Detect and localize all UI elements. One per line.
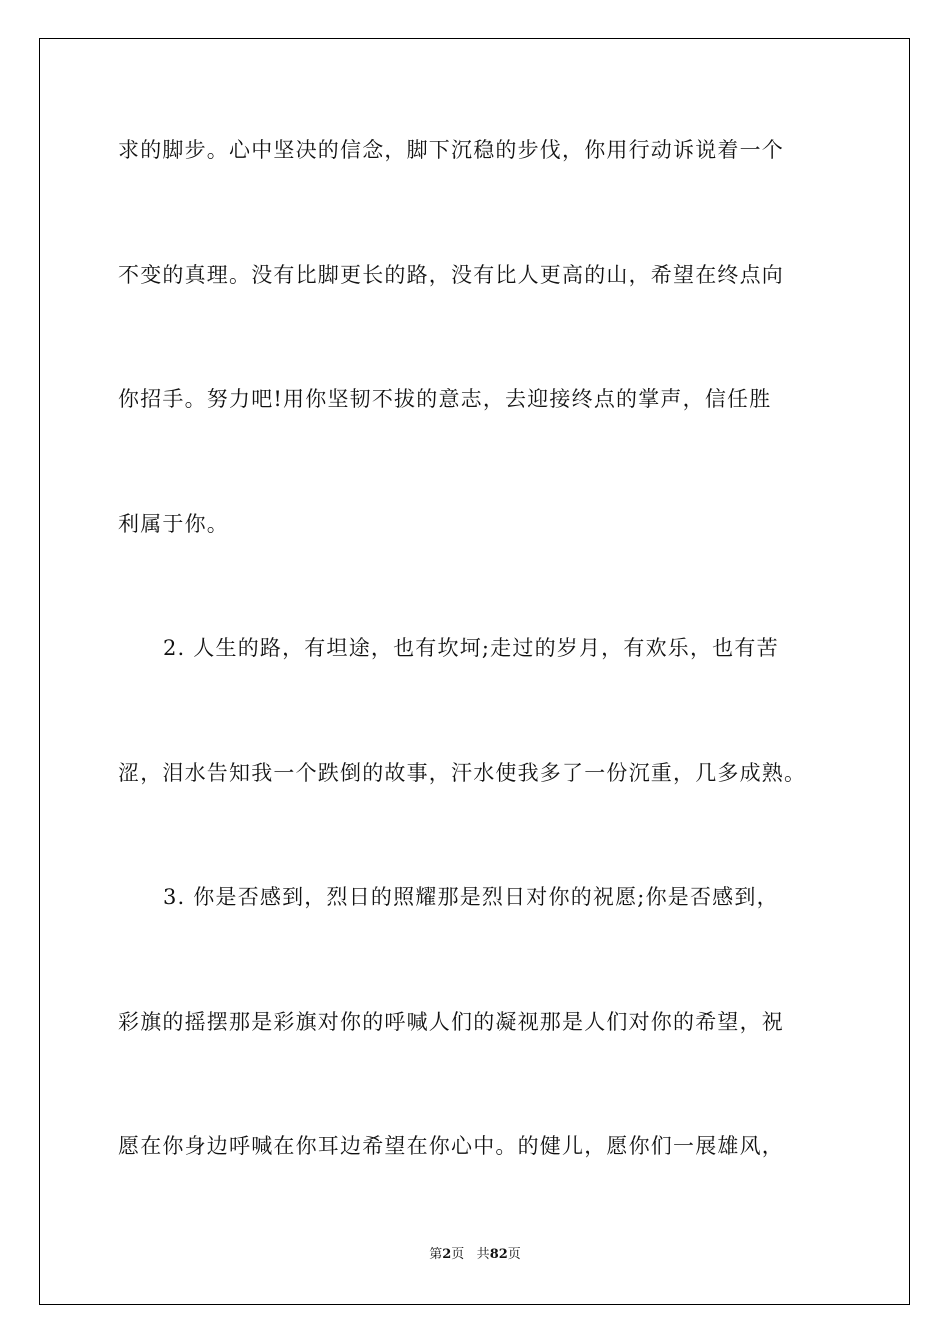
text-line-6: 涩，泪水告知我一个跌倒的故事，汗水使我多了一份沉重，几多成熟。 [118,761,807,785]
text-line-7: 3. 你是否感到，烈日的照耀那是烈日对你的祝愿;你是否感到， [163,885,779,909]
page-prefix: 第 [429,1247,443,1262]
text-line-8: 彩旗的摇摆那是彩旗对你的呼喊人们的凝视那是人们对你的希望，祝 [118,1010,784,1034]
total-pages: 82 [489,1247,508,1262]
text-line-4: 利属于你。 [118,512,229,536]
text-line-3: 你招手。努力吧!用你坚韧不拔的意志，去迎接终点的掌声，信任胜 [118,387,772,411]
text-line-2: 不变的真理。没有比脚更长的路，没有比人更高的山，希望在终点向 [118,263,784,287]
page-suffix: 页 [451,1247,465,1262]
page-footer [0,1247,950,1263]
text-line-9: 愿在你身边呼喊在你耳边希望在你心中。的健儿，愿你们一展雄风， [118,1134,784,1158]
total-prefix: 共 [476,1247,490,1262]
page-number: 2 [442,1247,452,1262]
text-line-1: 求的脚步。心中坚决的信念，脚下沉稳的步伐，你用行动诉说着一个 [118,138,784,162]
text-line-5: 2. 人生的路，有坦途，也有坎坷;走过的岁月，有欢乐，也有苦 [163,636,779,660]
total-suffix: 页 [507,1247,521,1262]
page-frame [39,38,910,1305]
